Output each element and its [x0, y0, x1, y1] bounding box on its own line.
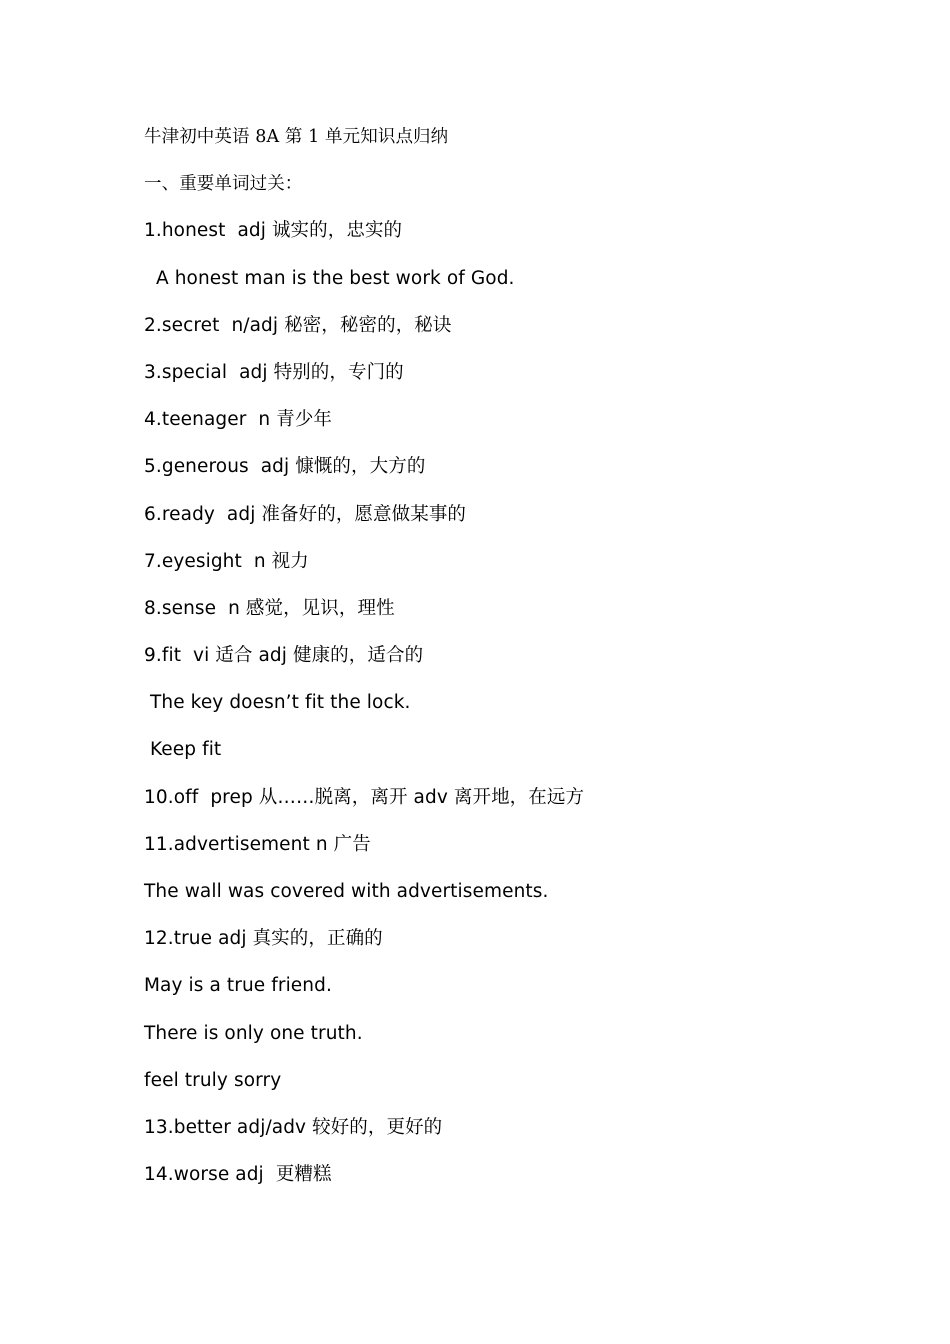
document-title: 牛津初中英语 8A 第 1 单元知识点归纳 [144, 127, 449, 147]
section-heading: 一、重要单词过关： [144, 174, 303, 195]
example-line: May is a true friend. [144, 975, 332, 997]
vocab-line: 7.eyesight n 视力 [144, 550, 309, 572]
vocab-line: 3.special adj 特别的，专门的 [144, 361, 404, 383]
document-body [144, 123, 904, 1208]
vocab-line: 8.sense n 感觉，见识，理性 [144, 597, 395, 619]
vocab-line: 14.worse adj 更糟糕 [144, 1164, 332, 1186]
example-line: The key doesn’t fit the lock. [144, 692, 411, 714]
vocab-line: 4.teenager n 青少年 [144, 409, 333, 431]
example-line: There is only one truth. [144, 1022, 363, 1044]
vocab-line: 11.advertisement n 广告 [144, 833, 371, 855]
example-line: The wall was covered with advertisements. [144, 881, 549, 902]
example-line: A honest man is the best work of God. [144, 267, 515, 289]
vocab-line: 9.fit vi 适合 adj 健康的，适合的 [144, 645, 424, 667]
vocab-line: 13.better adj/adv 较好的，更好的 [144, 1116, 443, 1138]
vocab-line: 1.honest adj 诚实的，忠实的 [144, 220, 403, 242]
vocab-line: 10.off prep 从……脱离，离开 adv 离开地，在远方 [144, 786, 585, 808]
vocab-line: 2.secret n/adj 秘密，秘密的，秘诀 [144, 314, 452, 336]
example-line: feel truly sorry [144, 1069, 282, 1091]
vocab-line: 5.generous adj 慷慨的，大方的 [144, 456, 426, 478]
example-line: Keep fit [144, 739, 222, 761]
vocab-line: 6.ready adj 准备好的，愿意做某事的 [144, 503, 467, 525]
vocab-line: 12.true adj 真实的，正确的 [144, 928, 383, 950]
